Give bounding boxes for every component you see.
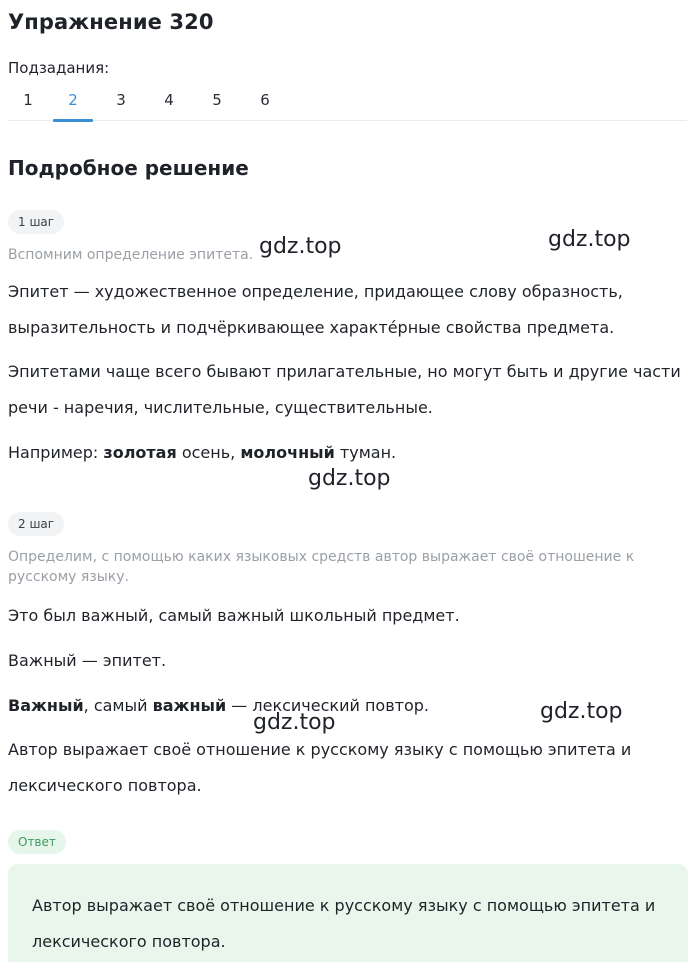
repeat-suffix: — лексический повтор. [226,696,429,715]
repeat-bold-2: важный [152,696,227,715]
step-1-paragraph-1: Эпитет — художественное определение, придающее слову образность, выразительность и подчёркивающее характе́рные свойства предмета. [8,282,623,337]
tab-4[interactable]: 4 [164,91,174,109]
step-1-hint: Вспомним определение эпитета. [8,247,254,263]
tab-6[interactable]: 6 [260,91,270,109]
example-suffix: туман. [334,443,397,462]
example-prefix: Например: [8,443,104,462]
example-mid: осень, [176,443,241,462]
step-2-hint: Определим, с помощью каких языковых средств автор выражает своё отношение к русскому языку. [8,549,635,585]
step-2-paragraph-2: Важный — эпитет. [8,651,167,670]
watermark: gdz.top [253,710,336,735]
answer-badge: Ответ [8,830,66,854]
repeat-bold-1: Важный [8,696,84,715]
step-1-paragraph-2: Эпитетами чаще всего бывают прилагательные, но могут быть и другие части речи - наречия, числительные, существительные. [8,362,681,417]
answer-text: Автор выражает своё отношение к русскому языку с помощью эпитета и лексического повтора. [32,896,656,951]
watermark: gdz.top [308,466,391,491]
step-2-paragraph-1: Это был важный, самый важный школьный предмет. [8,606,460,625]
watermark: gdz.top [540,699,623,724]
example-bold-1: золотая [103,443,177,462]
page-title: Упражнение 320 [8,10,214,34]
tab-5[interactable]: 5 [212,91,222,109]
step-2-badge: 2 шаг [8,512,64,536]
repeat-mid: , самый [83,696,153,715]
answer-box [8,864,688,962]
tab-1[interactable]: 1 [23,91,33,109]
tab-2[interactable]: 2 [53,86,93,121]
solution-heading: Подробное решение [8,156,249,180]
example-bold-2: молочный [240,443,335,462]
tab-3[interactable]: 3 [116,91,126,109]
watermark: gdz.top [259,234,342,259]
subtasks-tabs [8,86,687,121]
step-2-paragraph-4: Автор выражает своё отношение к русскому языку с помощью эпитета и лексического повтора. [8,740,632,795]
watermark: gdz.top [548,227,631,252]
subtasks-label: Подзадания: [8,59,110,77]
step-1-badge: 1 шаг [8,210,64,234]
